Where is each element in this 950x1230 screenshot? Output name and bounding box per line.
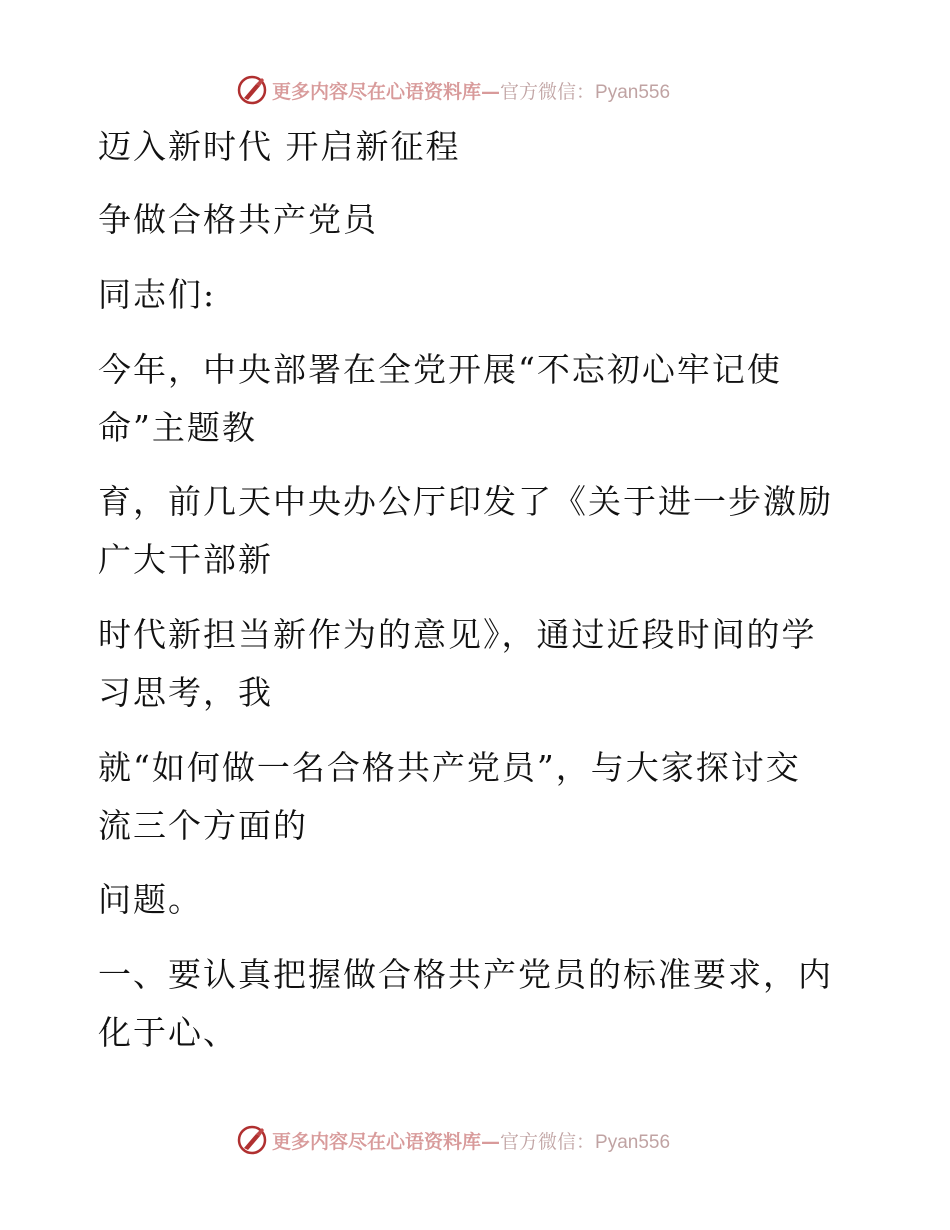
doc-line: 问题。 bbox=[98, 880, 203, 919]
doc-line: 广大干部新 bbox=[98, 540, 273, 579]
doc-line: 迈入新时代 开启新征程 bbox=[98, 127, 461, 166]
doc-line: 今年，中央部署在全党开展“不忘初心牢记使 bbox=[98, 350, 782, 389]
header-watermark bbox=[236, 72, 670, 108]
pen-logo-icon bbox=[236, 74, 268, 106]
watermark-text: 更多内容尽在心语资料库— bbox=[272, 80, 501, 103]
doc-line: 争做合格共产党员 bbox=[98, 200, 378, 239]
watermark-wechat: 官方微信：Pyan556 bbox=[500, 1131, 671, 1153]
doc-line: 一、要认真把握做合格共产党员的标准要求，内 bbox=[98, 955, 833, 994]
watermark-wechat: 官方微信：Pyan556 bbox=[500, 81, 671, 103]
pen-logo-icon bbox=[236, 1124, 268, 1156]
doc-line: 时代新担当新作为的意见》，通过近段时间的学 bbox=[98, 615, 817, 654]
doc-line: 同志们: bbox=[98, 275, 217, 314]
doc-line: 育，前几天中央办公厅印发了《关于进一步激励 bbox=[98, 482, 833, 521]
doc-line: 命”主题教 bbox=[98, 408, 257, 447]
doc-line: 就“如何做一名合格共产党员”，与大家探讨交 bbox=[98, 748, 801, 787]
doc-line: 习思考，我 bbox=[98, 673, 273, 712]
doc-line: 化于心、 bbox=[98, 1013, 238, 1052]
watermark-text: 更多内容尽在心语资料库— bbox=[272, 1130, 501, 1153]
footer-watermark bbox=[236, 1122, 670, 1158]
doc-line: 流三个方面的 bbox=[98, 806, 308, 845]
